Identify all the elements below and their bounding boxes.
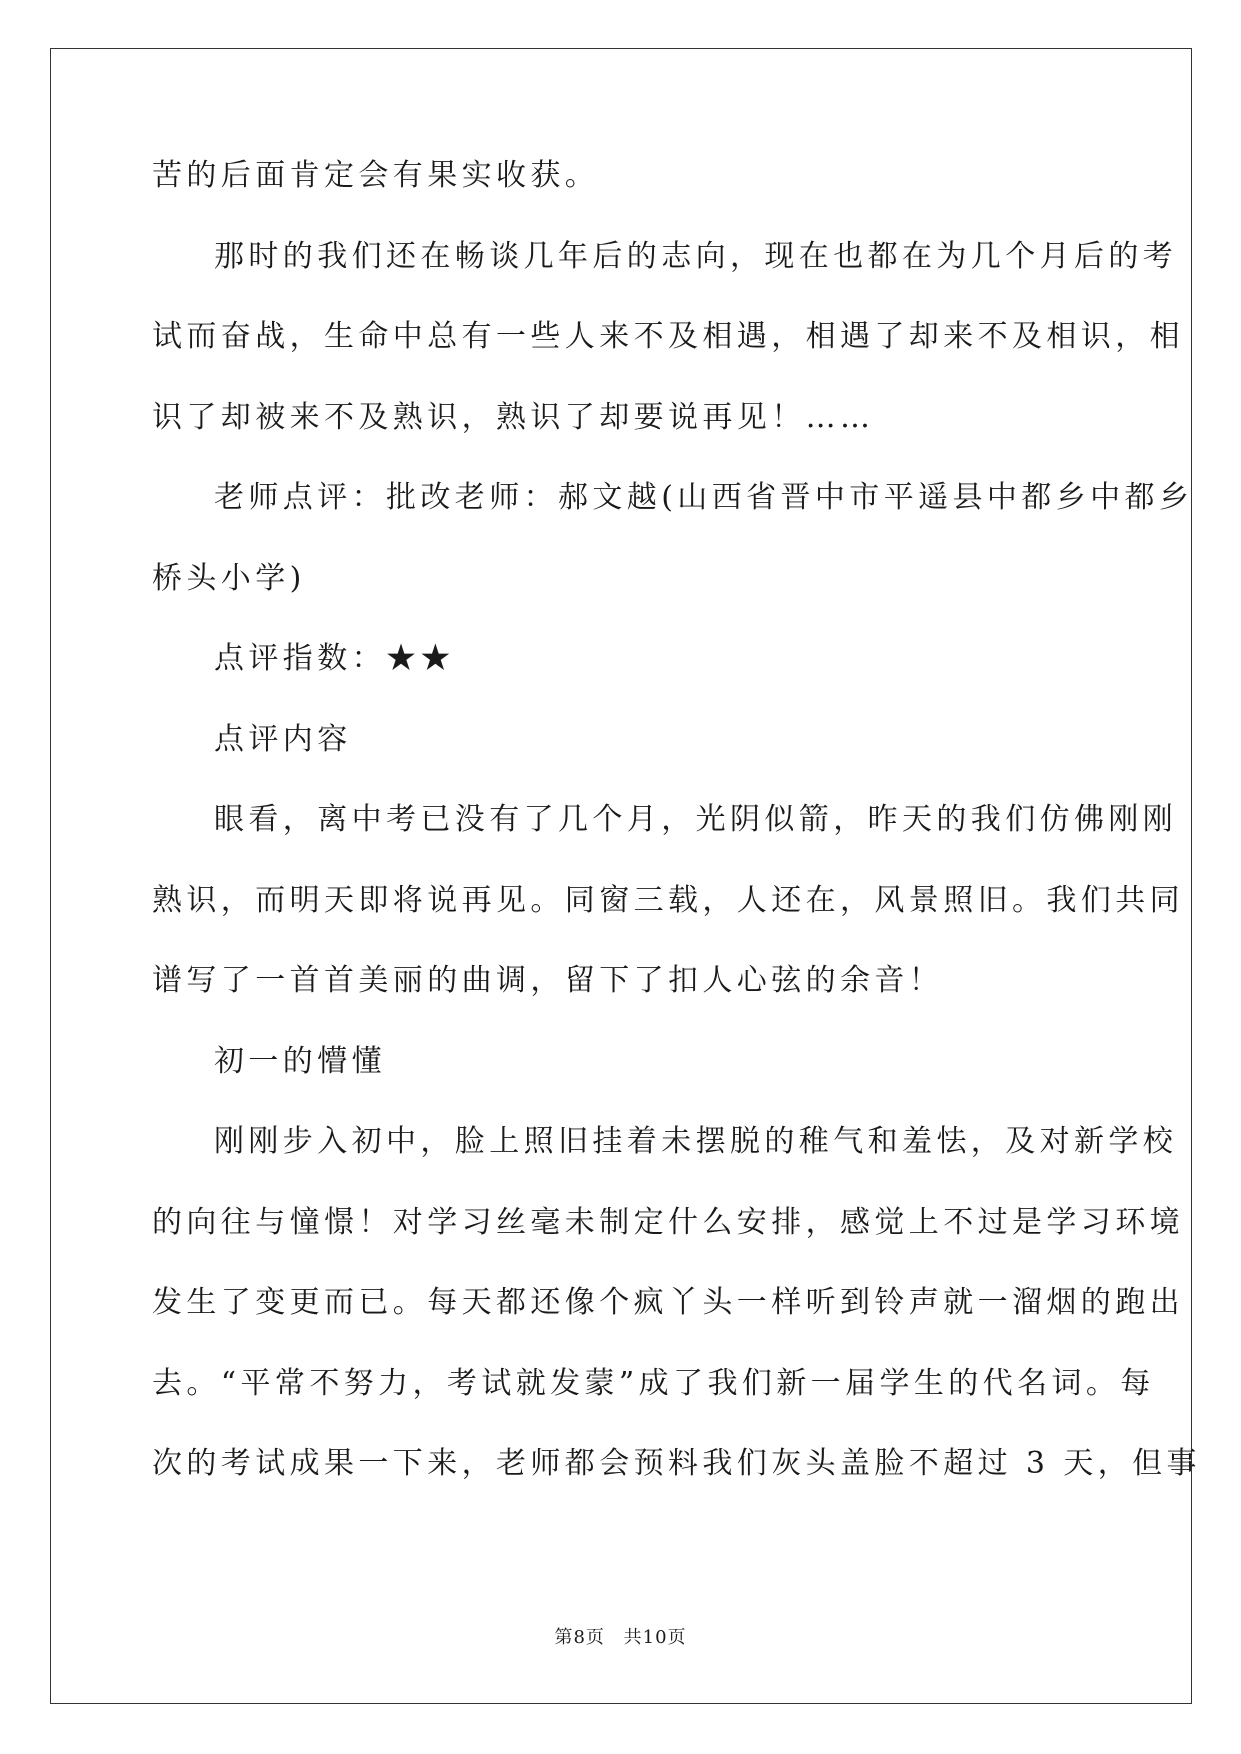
text-line-14: 的向往与憧憬！对学习丝毫未制定什么安排，感觉上不过是学习环境 xyxy=(152,1204,1184,1240)
text-line-5: 老师点评：批改老师：郝文越(山西省晋中市平遥县中都乡中都乡 xyxy=(214,480,1194,515)
text-line-4: 识了却被来不及熟识，熟识了却要说再见！…… xyxy=(152,399,875,435)
section-heading-review: 点评内容 xyxy=(214,721,352,757)
page-footer xyxy=(0,1623,1241,1649)
text-line-16: 去。“平常不努力，考试就发蒙”成了我们新一届学生的代名词。每 xyxy=(152,1365,1155,1401)
text-line-2: 那时的我们还在畅谈几年后的志向，现在也都在为几个月后的考 xyxy=(214,238,1178,274)
text-line-17: 次的考试成果一下来，老师都会预料我们灰头盖脸不超过 3 天，但事 xyxy=(152,1446,1201,1481)
text-line-15: 发生了变更而已。每天都还像个疯丫头一样听到铃声就一溜烟的跑出 xyxy=(152,1285,1184,1320)
text-line-3: 试而奋战，生命中总有一些人来不及相遇，相遇了却来不及相识，相 xyxy=(152,319,1184,354)
text-line-13: 刚刚步入初中，脸上照旧挂着未摆脱的稚气和羞怯，及对新学校 xyxy=(214,1124,1178,1159)
text-line-10: 熟识，而明天即将说再见。同窗三载，人还在，风景照旧。我们共同 xyxy=(152,882,1184,918)
text-line-11: 谱写了一首首美丽的曲调，留下了扣人心弦的余音！ xyxy=(152,963,944,998)
text-line-1: 苦的后面肯定会有果实收获。 xyxy=(152,158,600,193)
text-line-9: 眼看，离中考已没有了几个月，光阴似箭，昨天的我们仿佛刚刚 xyxy=(214,802,1178,837)
rating-line: 点评指数：★★ xyxy=(214,641,455,676)
section-heading-grade-one: 初一的懵懂 xyxy=(214,1043,386,1079)
total-pages: 共10页 xyxy=(623,1627,687,1648)
document-body xyxy=(152,158,1201,1527)
page-number: 第8页 xyxy=(554,1627,605,1648)
text-line-6: 桥头小学) xyxy=(152,560,306,596)
